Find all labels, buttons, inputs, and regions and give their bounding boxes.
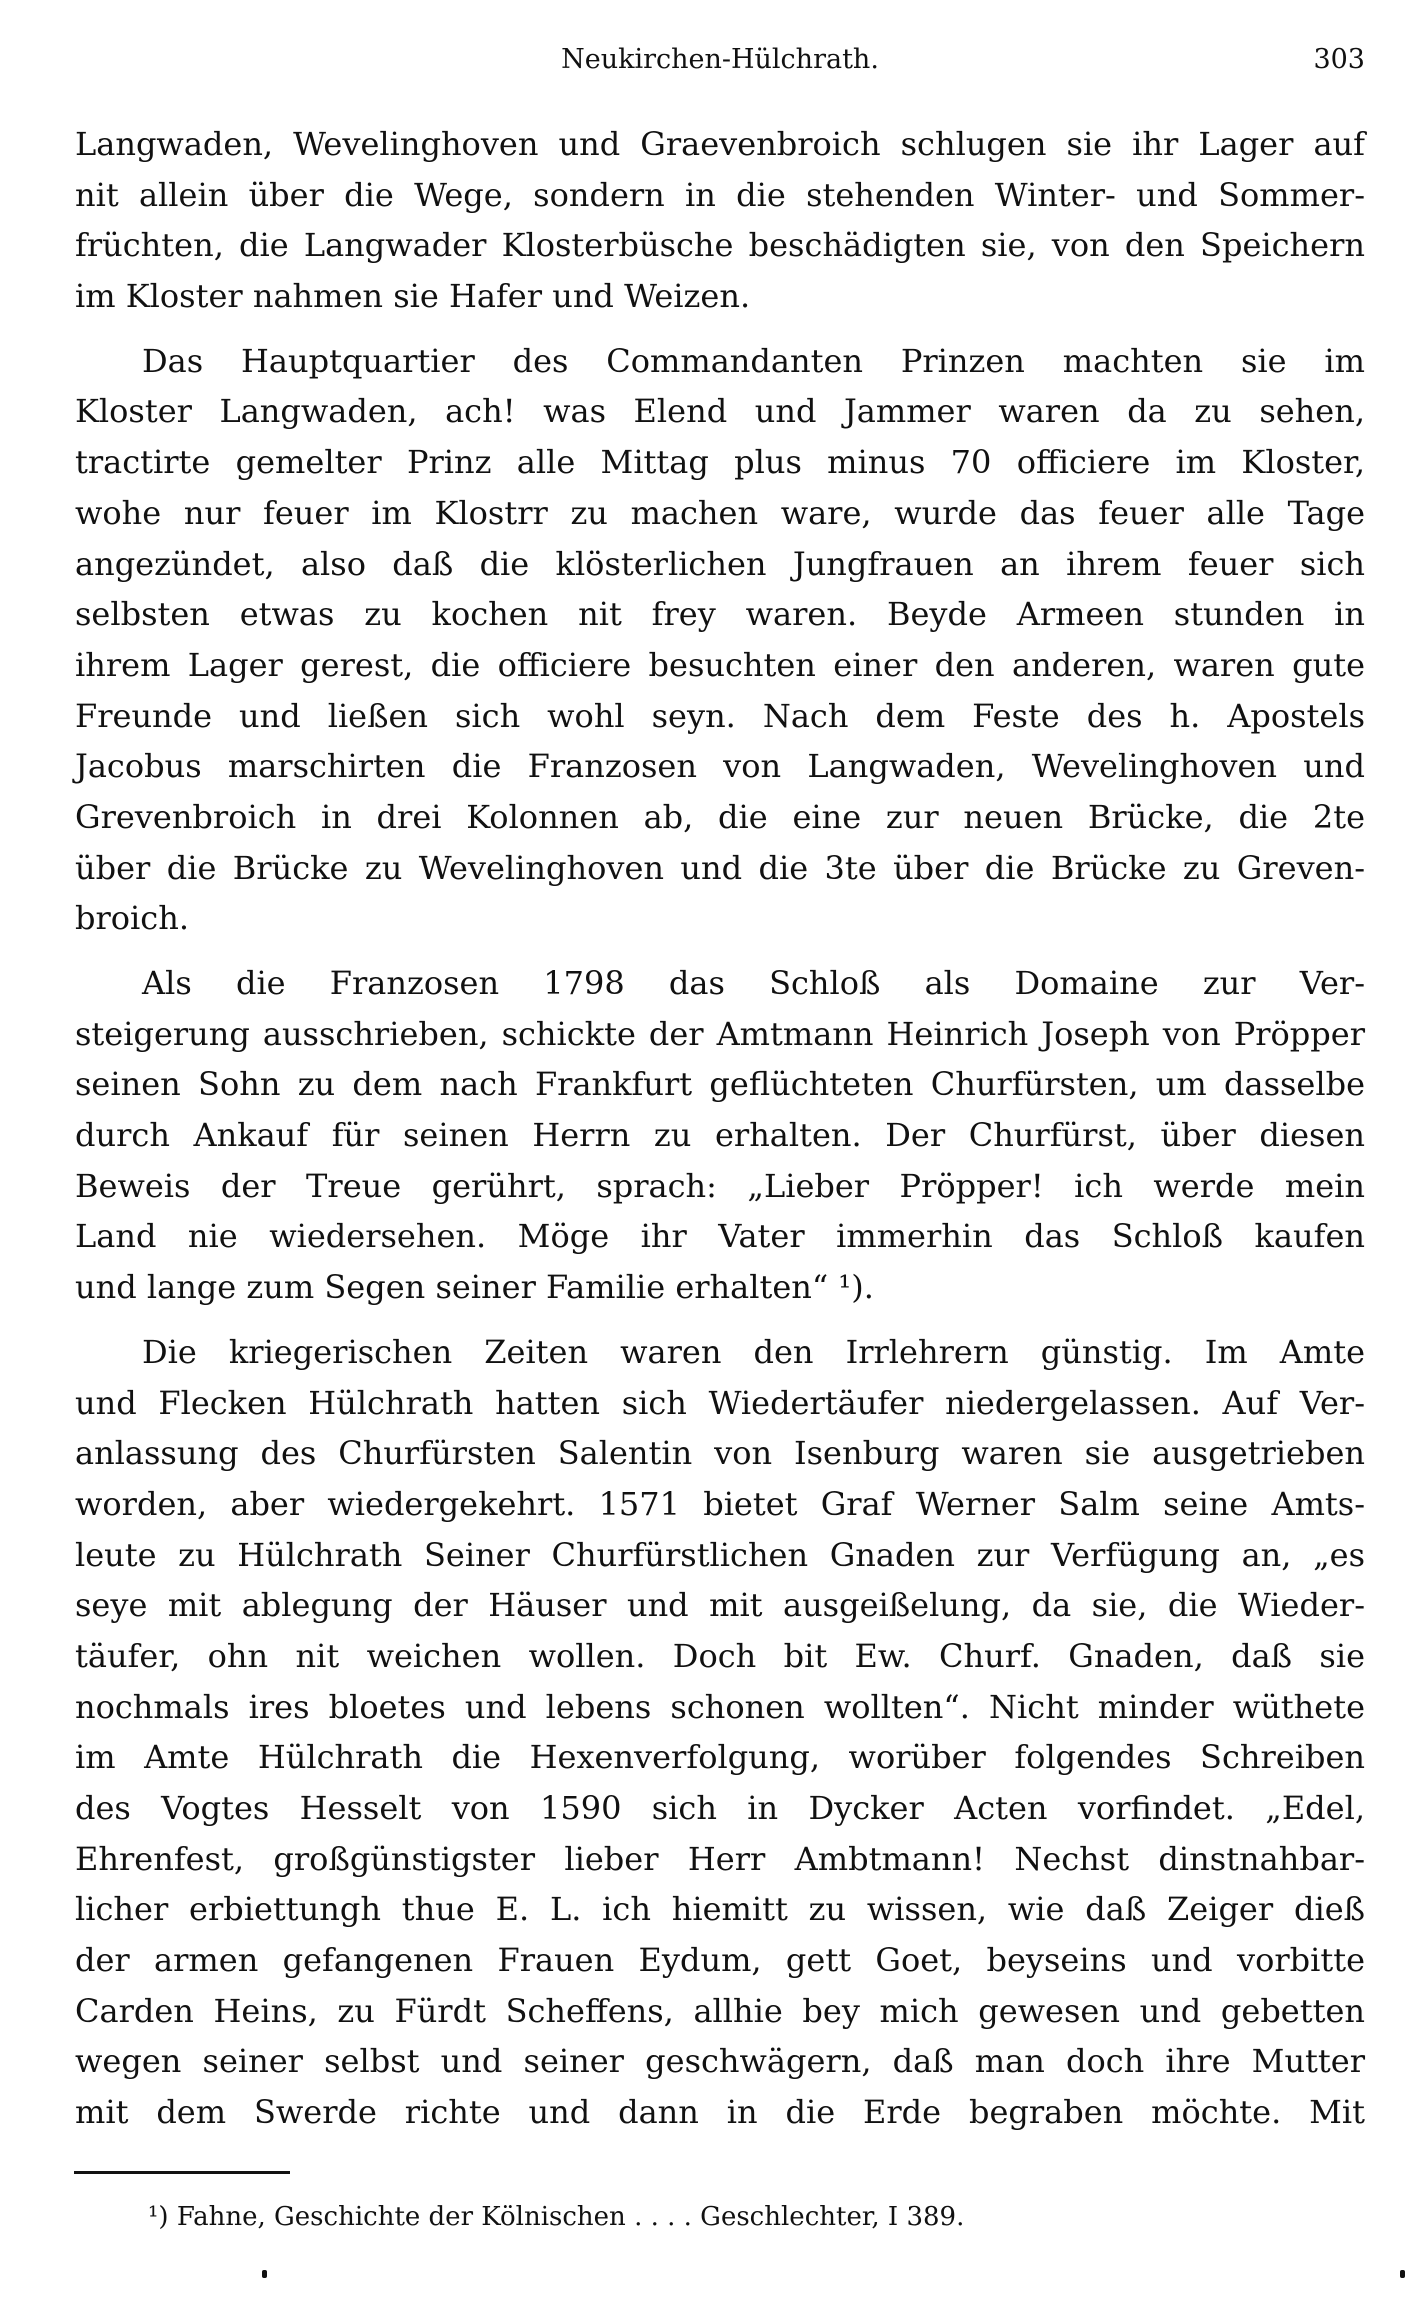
text-line: Freunde und ließen sich wohl seyn. Nach dem Feste des h. Apostels (75, 696, 1365, 735)
text-line: im Kloster nahmen sie Hafer und Weizen. (75, 277, 751, 316)
running-title: Neukirchen-Hülchrath. (561, 44, 879, 75)
text-line: Grevenbroich in drei Kolonnen ab, die eine zur neuen Brücke, die 2te (75, 797, 1365, 836)
text-line: Kloster Langwaden, ach! was Elend und Jammer waren da zu sehen, (75, 392, 1365, 431)
text-line: Die kriegerischen Zeiten waren den Irrlehrern günstig. Im Amte (142, 1332, 1365, 1371)
text-line: früchten, die Langwader Klosterbüsche beschädigten sie, von den Speichern (75, 226, 1365, 265)
text-line: selbsten etwas zu kochen nit frey waren. Beyde Armeen stunden in (75, 595, 1365, 634)
text-line: angezündet, also daß die klösterlichen Jungfrauen an ihrem feuer sich (75, 544, 1365, 583)
text-line: des Vogtes Hesselt von 1590 sich in Dycker Acten vorfindet. „Edel, (75, 1789, 1365, 1827)
text-line: Langwaden, Wevelinghoven und Graevenbroich schlugen sie ihr Lager auf (75, 125, 1365, 163)
text-line: wohe nur feuer im Klostrr zu machen ware, wurde das feuer alle Tage (75, 493, 1365, 532)
text-line: und lange zum Segen seiner Familie erhalten“ ¹). (75, 1268, 874, 1307)
text-line: seye mit ablegung der Häuser und mit ausgeißelung, da sie, die Wieder- (75, 1586, 1365, 1625)
text-line: leute zu Hülchrath Seiner Churfürstlichen Gnaden zur Verfügung an, „es (75, 1535, 1365, 1574)
text-line: mit dem Swerde richte und dann in die Erde begraben möchte. Mit (75, 2093, 1365, 2132)
text-line: worden, aber wiedergekehrt. 1571 bietet Graf Werner Salm seine Amts- (75, 1484, 1365, 1523)
text-line: und Flecken Hülchrath hatten sich Wiedertäufer niedergelassen. Auf Ver- (75, 1383, 1365, 1422)
paragraph (75, 958, 1365, 1313)
text-line: Beweis der Treue gerührt, sprach: „Lieber Pröpper! ich werde mein (75, 1166, 1365, 1205)
text-line: täufer, ohn nit weichen wollen. Doch bit Ew. Churf. Gnaden, daß sie (75, 1636, 1365, 1675)
text-line: wegen seiner selbst und seiner geschwägern, daß man doch ihre Mutter (75, 2042, 1365, 2081)
scan-speck (1400, 2270, 1405, 2278)
paragraph (75, 1327, 1365, 2138)
text-line: broich. (75, 899, 189, 938)
text-line: Carden Heins, zu Fürdt Scheffens, allhie bey mich gewesen und gebetten (75, 1991, 1365, 2030)
text-line: im Amte Hülchrath die Hexenverfolgung, worüber folgendes Schreiben (75, 1738, 1365, 1777)
page-number: 303 (1313, 44, 1365, 75)
text-line: nit allein über die Wege, sondern in die stehenden Winter- und Sommer- (75, 175, 1365, 214)
text-line: Jacobus marschirten die Franzosen von Langwaden, Wevelinghoven und (75, 747, 1365, 786)
body-text (75, 119, 1365, 2138)
paragraph (75, 336, 1365, 944)
text-line: durch Ankauf für seinen Herrn zu erhalten. Der Churfürst, über diesen (75, 1116, 1365, 1155)
footnote: ¹) Fahne, Geschichte der Kölnischen . . . . Geschlechter, I 389. (148, 2202, 965, 2232)
running-header (75, 44, 1365, 90)
footnote-rule (74, 2171, 290, 2174)
text-line: Land nie wiedersehen. Möge ihr Vater immerhin das Schloß kaufen (75, 1217, 1365, 1256)
text-line: licher erbiettungh thue E. L. ich hiemitt zu wissen, wie daß Zeiger dieß (75, 1890, 1365, 1929)
text-line: über die Brücke zu Wevelinghoven und die 3te über die Brücke zu Greven- (75, 848, 1365, 887)
text-line: ihrem Lager gerest, die officiere besuchten einer den anderen, waren gute (75, 645, 1365, 684)
text-line: Als die Franzosen 1798 das Schloß als Domaine zur Ver- (142, 964, 1365, 1002)
text-line: Das Hauptquartier des Commandanten Prinzen machten sie im (142, 341, 1365, 380)
paragraph (75, 119, 1365, 322)
text-line: der armen gefangenen Frauen Eydum, gett Goet, beyseins und vorbitte (75, 1941, 1365, 1980)
text-line: anlassung des Churfürsten Salentin von Isenburg waren sie ausgetrieben (75, 1434, 1365, 1473)
text-line: steigerung ausschrieben, schickte der Amtmann Heinrich Joseph von Pröpper (75, 1014, 1365, 1053)
scan-speck (262, 2270, 267, 2278)
text-line: tractirte gemelter Prinz alle Mittag plus minus 70 officiere im Kloster, (75, 443, 1365, 482)
text-line: seinen Sohn zu dem nach Frankfurt geflüchteten Churfürsten, um dasselbe (75, 1065, 1365, 1104)
text-line: Ehrenfest, großgünstigster lieber Herr Ambtmann! Nechst dinstnahbar- (75, 1839, 1365, 1878)
text-line: nochmals ires bloetes und lebens schonen wollten“. Nicht minder wüthete (75, 1687, 1365, 1726)
